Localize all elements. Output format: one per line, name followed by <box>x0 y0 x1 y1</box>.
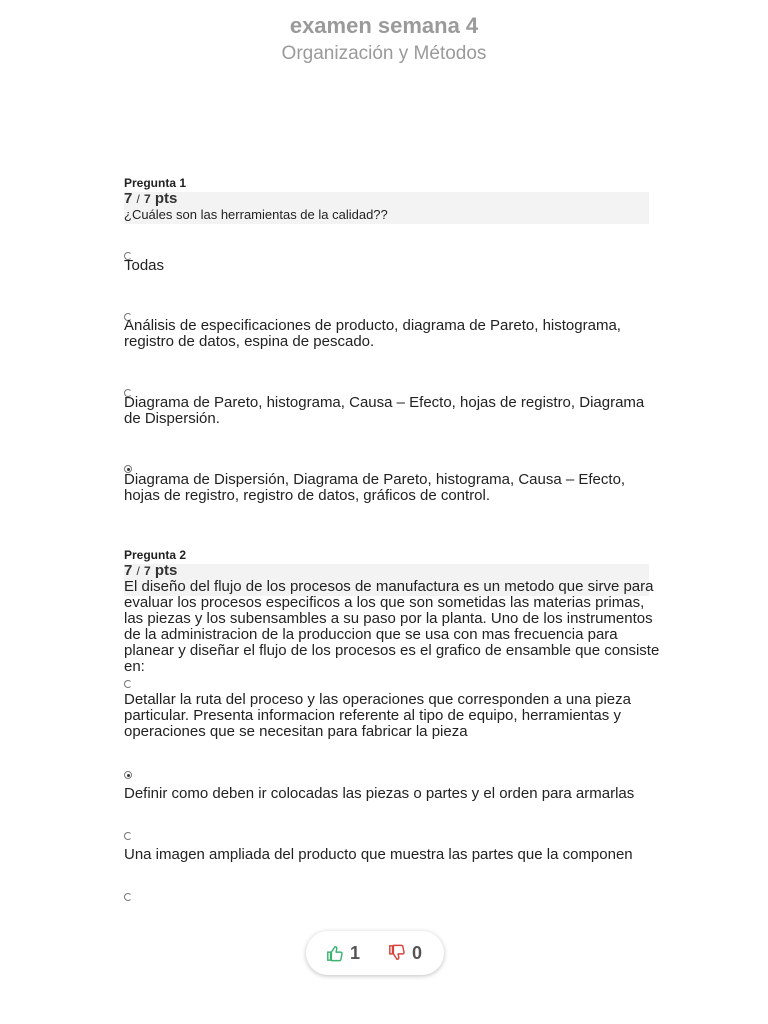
score-separator: / <box>136 192 140 206</box>
radio-button[interactable] <box>124 832 132 840</box>
document-subtitle: Organización y Métodos <box>281 43 487 64</box>
document-title: examen semana 4 <box>289 13 479 38</box>
question-score <box>124 562 664 579</box>
question-text: ¿Cuáles son las herramientas de la calidad?? <box>124 207 388 222</box>
question-text: El diseño del flujo de los procesos de manufactura es un metodo que sirve para evaluar los procesos especificos a los que son sometidas las materias primas, las piezas y los subensambles a su paso por la planta. Uno de los instrumentos de la administracion de la produccion que se usa con mas frecuencia para planear y diseñar el flujo de los procesos es el grafico de ensamble que consiste en: <box>124 578 660 675</box>
answer-text: Todas <box>124 257 165 274</box>
score-total: 7 <box>144 192 151 206</box>
score-value: 7 <box>124 190 133 207</box>
question-2 <box>124 548 664 863</box>
answer-text: Definir como deben ir colocadas las piezas o partes y el orden para armarlas <box>124 785 635 802</box>
vote-bar <box>306 931 444 975</box>
answer-text: Diagrama de Pareto, histograma, Causa – Efecto, hojas de registro, Diagrama de Dispersión. <box>124 394 645 427</box>
question-score <box>124 190 664 207</box>
downvote-button[interactable] <box>388 941 422 965</box>
upvote-count: 1 <box>350 942 361 963</box>
score-unit: pts <box>154 190 178 207</box>
radio-button[interactable] <box>124 680 132 688</box>
downvote-count: 0 <box>412 942 423 963</box>
question-label: Pregunta 2 <box>124 548 187 562</box>
score-total: 7 <box>144 564 151 578</box>
radio-button[interactable] <box>124 893 132 901</box>
answer-text: Una imagen ampliada del producto que muestra las partes que la componen <box>124 846 633 863</box>
thumbs-down-icon <box>388 944 406 962</box>
thumbs-up-icon <box>326 944 344 962</box>
answer-text: Diagrama de Dispersión, Diagrama de Pareto, histograma, Causa – Efecto, hojas de registro, registro de datos, gráficos de control. <box>124 471 626 504</box>
question-1 <box>124 176 664 504</box>
upvote-button[interactable] <box>326 941 360 965</box>
score-value: 7 <box>124 562 133 579</box>
score-separator: / <box>136 564 140 578</box>
score-unit: pts <box>154 562 178 579</box>
answer-text: Análisis de especificaciones de producto, diagrama de Pareto, histograma, registro de datos, espina de pescado. <box>124 317 621 350</box>
question-label: Pregunta 1 <box>124 176 187 190</box>
radio-button-selected[interactable] <box>124 771 132 779</box>
answer-text: Detallar la ruta del proceso y las operaciones que corresponden a una pieza particular. Presenta informacion referente al tipo de equipo, herramientas y operaciones que se necesitan para fabricar la pieza <box>124 691 631 740</box>
